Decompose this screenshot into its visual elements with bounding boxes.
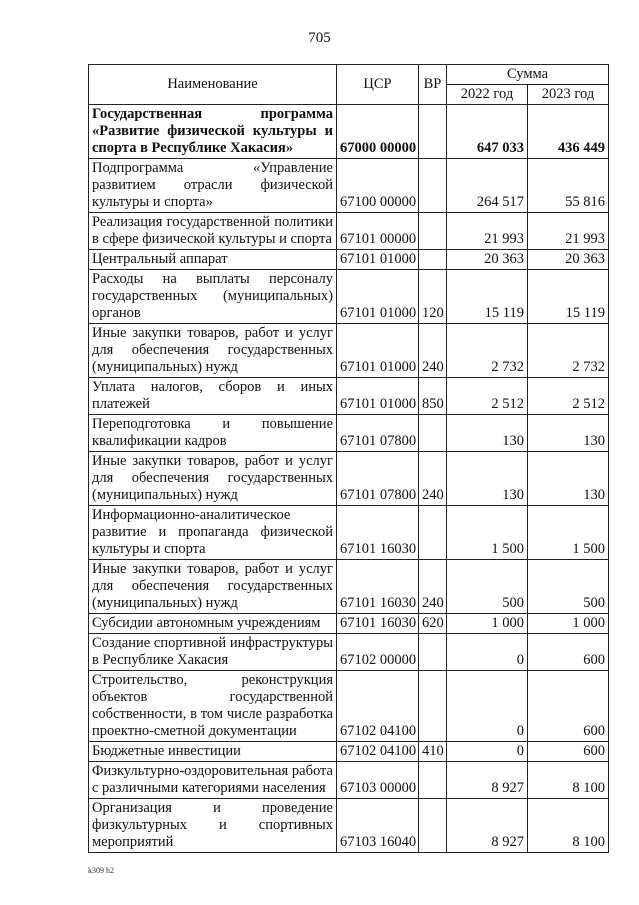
table-row: [89, 560, 609, 614]
row-sum-2022: 8 927: [447, 799, 528, 853]
row-name: Бюджетные инвестиции: [89, 742, 337, 762]
row-sum-2022: 2 512: [447, 378, 528, 415]
table-row: [89, 415, 609, 452]
row-csr: 67000 00000: [337, 105, 419, 159]
row-csr: 67101 01000: [337, 250, 419, 270]
header-sum: Сумма: [447, 65, 609, 85]
row-name: Физкультурно-оздоровительная работа с различными категориями населения: [89, 762, 337, 799]
row-vr: [419, 799, 447, 853]
row-sum-2022: 130: [447, 415, 528, 452]
page-number: 705: [308, 30, 331, 46]
row-sum-2023: 130: [528, 415, 609, 452]
table-row: [89, 213, 609, 250]
row-csr: 67103 16040: [337, 799, 419, 853]
row-sum-2022: 15 119: [447, 270, 528, 324]
row-sum-2023: 130: [528, 452, 609, 506]
row-name: Иные закупки товаров, работ и услуг для обеспечения государственных (муниципальных) нужд: [89, 560, 337, 614]
table-row: [89, 270, 609, 324]
row-sum-2022: 20 363: [447, 250, 528, 270]
row-csr: 67102 04100: [337, 671, 419, 742]
row-csr: 67101 07800: [337, 452, 419, 506]
table-row: [89, 799, 609, 853]
row-sum-2022: 1 000: [447, 614, 528, 634]
row-sum-2023: 15 119: [528, 270, 609, 324]
row-vr: [419, 762, 447, 799]
row-vr: [419, 506, 447, 560]
table-row: [89, 614, 609, 634]
row-name: Организация и проведение физкультурных и спортивных мероприятий: [89, 799, 337, 853]
row-sum-2023: 436 449: [528, 105, 609, 159]
row-sum-2022: 0: [447, 742, 528, 762]
row-vr: 240: [419, 324, 447, 378]
table-row: [89, 105, 609, 159]
row-vr: 620: [419, 614, 447, 634]
header-csr: ЦСР: [337, 65, 419, 105]
row-sum-2022: 1 500: [447, 506, 528, 560]
row-name: Государственная программа «Развитие физической культуры и спорта в Республике Хакасия»: [89, 105, 337, 159]
table-row: [89, 634, 609, 671]
table-row: [89, 762, 609, 799]
row-csr: 67100 00000: [337, 159, 419, 213]
row-sum-2023: 600: [528, 671, 609, 742]
row-csr: 67101 16030: [337, 614, 419, 634]
row-name: Иные закупки товаров, работ и услуг для обеспечения государственных (муниципальных) нужд: [89, 452, 337, 506]
table-row: [89, 671, 609, 742]
table-row: [89, 159, 609, 213]
row-sum-2022: 0: [447, 671, 528, 742]
row-vr: [419, 213, 447, 250]
row-name: Реализация государственной политики в сфере физической культуры и спорта: [89, 213, 337, 250]
row-vr: 240: [419, 452, 447, 506]
row-sum-2022: 130: [447, 452, 528, 506]
table-row: [89, 250, 609, 270]
row-sum-2022: 264 517: [447, 159, 528, 213]
row-name: Расходы на выплаты персоналу государственных (муниципальных) органов: [89, 270, 337, 324]
row-csr: 67101 01000: [337, 270, 419, 324]
row-vr: 120: [419, 270, 447, 324]
row-vr: 850: [419, 378, 447, 415]
row-sum-2022: 21 993: [447, 213, 528, 250]
row-csr: 67103 00000: [337, 762, 419, 799]
row-csr: 67101 00000: [337, 213, 419, 250]
row-sum-2023: 8 100: [528, 762, 609, 799]
row-csr: 67102 04100: [337, 742, 419, 762]
row-vr: 410: [419, 742, 447, 762]
row-csr: 67101 16030: [337, 506, 419, 560]
row-name: Субсидии автономным учреждениям: [89, 614, 337, 634]
table-row: [89, 378, 609, 415]
row-sum-2023: 1 500: [528, 506, 609, 560]
row-vr: [419, 159, 447, 213]
header-name: Наименование: [89, 65, 337, 105]
row-sum-2022: 2 732: [447, 324, 528, 378]
header-vr: ВР: [419, 65, 447, 105]
row-sum-2023: 600: [528, 742, 609, 762]
row-sum-2023: 20 363: [528, 250, 609, 270]
row-name: Подпрограмма «Управление развитием отрасли физической культуры и спорта»: [89, 159, 337, 213]
row-name: Переподготовка и повышение квалификации кадров: [89, 415, 337, 452]
table-row: [89, 742, 609, 762]
row-vr: [419, 634, 447, 671]
row-csr: 67101 01000: [337, 324, 419, 378]
row-csr: 67101 07800: [337, 415, 419, 452]
row-csr: 67101 01000: [337, 378, 419, 415]
row-sum-2023: 2 732: [528, 324, 609, 378]
row-name: Центральный аппарат: [89, 250, 337, 270]
table-row: [89, 506, 609, 560]
row-sum-2022: 8 927: [447, 762, 528, 799]
row-sum-2023: 8 100: [528, 799, 609, 853]
row-name: Иные закупки товаров, работ и услуг для обеспечения государственных (муниципальных) нужд: [89, 324, 337, 378]
budget-table: [88, 64, 609, 853]
row-name: Создание спортивной инфраструктуры в Республике Хакасия: [89, 634, 337, 671]
footer-code: k309 h2: [88, 866, 114, 875]
table-header: [89, 65, 609, 105]
header-year-2022: 2022 год: [447, 85, 528, 105]
row-sum-2023: 600: [528, 634, 609, 671]
row-sum-2023: 21 993: [528, 213, 609, 250]
header-year-2023: 2023 год: [528, 85, 609, 105]
row-sum-2023: 500: [528, 560, 609, 614]
row-vr: [419, 415, 447, 452]
row-vr: 240: [419, 560, 447, 614]
row-vr: [419, 671, 447, 742]
table-body: [89, 105, 609, 853]
row-name: Уплата налогов, сборов и иных платежей: [89, 378, 337, 415]
row-csr: 67102 00000: [337, 634, 419, 671]
row-vr: [419, 250, 447, 270]
row-name: Информационно-аналитическое развитие и пропаганда физической культуры и спорта: [89, 506, 337, 560]
row-sum-2023: 1 000: [528, 614, 609, 634]
row-name: Строительство, реконструкция объектов государственной собственности, в том числе разработка проектно-сметной документации: [89, 671, 337, 742]
row-sum-2022: 500: [447, 560, 528, 614]
row-sum-2023: 2 512: [528, 378, 609, 415]
row-vr: [419, 105, 447, 159]
table-row: [89, 324, 609, 378]
row-sum-2022: 0: [447, 634, 528, 671]
table-row: [89, 452, 609, 506]
row-csr: 67101 16030: [337, 560, 419, 614]
row-sum-2022: 647 033: [447, 105, 528, 159]
row-sum-2023: 55 816: [528, 159, 609, 213]
